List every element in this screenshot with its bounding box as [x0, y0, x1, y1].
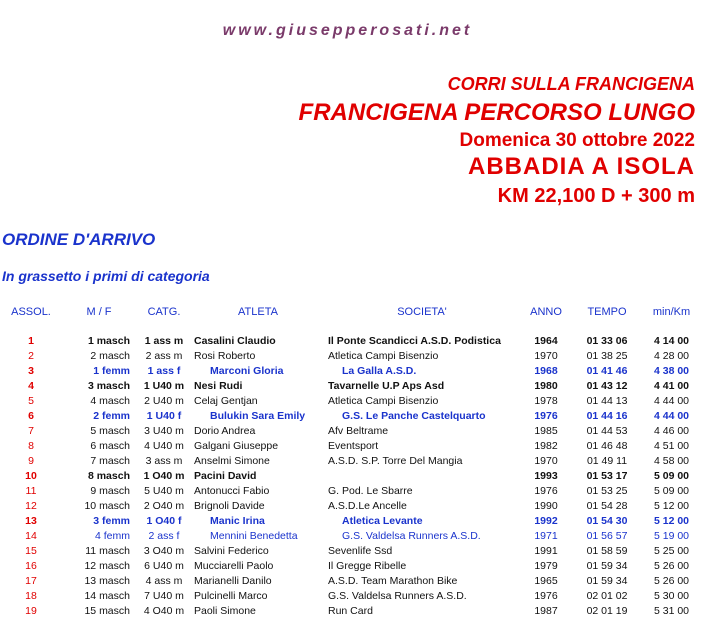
result-club: G. Pod. Le Sbarre — [328, 484, 413, 497]
result-pace: 5 31 00 — [653, 604, 690, 617]
result-year: 1982 — [534, 439, 558, 452]
result-category: 5 U40 m — [144, 484, 184, 497]
result-year: 1971 — [534, 529, 558, 542]
table-row — [0, 363, 701, 378]
result-athlete: Pulcinelli Marco — [194, 589, 268, 602]
table-row — [0, 588, 701, 603]
result-gender-rank: 1 masch — [87, 334, 130, 347]
result-club: La Galla A.S.D. — [342, 364, 417, 377]
result-position: 14 — [25, 529, 37, 542]
result-position: 13 — [25, 514, 37, 527]
result-pace: 5 09 00 — [653, 484, 690, 497]
result-club: Atletica Levante — [342, 514, 423, 527]
result-year: 1976 — [534, 409, 558, 422]
race-distance: KM 22,100 D + 300 m — [497, 185, 695, 207]
results-table — [0, 300, 701, 618]
table-row — [0, 543, 701, 558]
result-gender-rank: 3 masch — [87, 379, 130, 392]
col-header-societa: SOCIETA' — [397, 306, 447, 318]
result-time: 01 41 46 — [586, 364, 628, 377]
result-category: 3 O40 m — [143, 544, 185, 557]
result-year: 1991 — [534, 544, 558, 557]
result-club: Il Ponte Scandicci A.S.D. Podistica — [328, 334, 501, 347]
result-time: 01 54 30 — [586, 514, 628, 527]
result-pace: 4 44 00 — [653, 394, 690, 407]
result-athlete: Anselmi Simone — [194, 454, 270, 467]
result-pace: 5 19 00 — [653, 529, 690, 542]
result-gender-rank: 5 masch — [90, 424, 130, 437]
result-pace: 5 25 00 — [653, 544, 690, 557]
result-category: 1 U40 m — [143, 379, 185, 392]
race-date: Domenica 30 ottobre 2022 — [459, 130, 695, 151]
result-time: 01 44 16 — [586, 409, 628, 422]
result-pace: 5 26 00 — [653, 559, 690, 572]
result-year: 1978 — [534, 394, 558, 407]
result-pace: 5 26 00 — [653, 574, 690, 587]
result-year: 1970 — [534, 454, 558, 467]
result-position: 4 — [28, 379, 34, 392]
result-time: 01 56 57 — [586, 529, 628, 542]
result-time: 01 46 48 — [586, 439, 628, 452]
result-gender-rank: 6 masch — [90, 439, 130, 452]
result-time: 01 59 34 — [586, 559, 628, 572]
result-position: 1 — [28, 334, 34, 347]
result-athlete: Manic Irina — [210, 514, 265, 527]
result-position: 18 — [25, 589, 37, 602]
result-pace: 5 12 00 — [653, 499, 690, 512]
result-time: 01 59 34 — [586, 574, 628, 587]
result-year: 1976 — [534, 484, 558, 497]
result-pace: 5 12 00 — [653, 514, 690, 527]
result-position: 10 — [25, 469, 37, 482]
result-gender-rank: 10 masch — [84, 499, 130, 512]
col-header-assol: ASSOL. — [11, 306, 51, 318]
table-row — [0, 573, 701, 588]
col-header-atleta: ATLETA — [238, 306, 278, 318]
result-club: G.S. Valdelsa Runners A.S.D. — [342, 529, 481, 542]
result-club: A.S.D. S.P. Torre Del Mangia — [328, 454, 463, 467]
result-athlete: Rosi Roberto — [194, 349, 256, 362]
race-location: ABBADIA A ISOLA — [468, 153, 695, 180]
result-position: 6 — [28, 409, 34, 422]
col-header-mf: M / F — [86, 306, 112, 318]
result-position: 7 — [28, 424, 34, 437]
table-row — [0, 513, 701, 528]
result-gender-rank: 8 masch — [87, 469, 130, 482]
col-header-anno: ANNO — [530, 306, 562, 318]
result-time: 01 44 53 — [586, 424, 628, 437]
result-gender-rank: 4 masch — [90, 394, 130, 407]
table-row — [0, 603, 701, 618]
result-club: G.S. Valdelsa Runners A.S.D. — [328, 589, 467, 602]
table-row — [0, 393, 701, 408]
result-pace: 4 58 00 — [653, 454, 690, 467]
result-category: 1 U40 f — [146, 409, 182, 422]
col-header-catg: CATG. — [147, 306, 181, 318]
table-row — [0, 498, 701, 513]
result-club: Run Card — [328, 604, 373, 617]
result-time: 01 53 25 — [586, 484, 628, 497]
result-category: 1 O40 f — [146, 514, 182, 527]
result-gender-rank: 12 masch — [84, 559, 130, 572]
result-gender-rank: 7 masch — [90, 454, 130, 467]
col-header-pace: min/Km — [652, 306, 691, 318]
bold-note: In grassetto i primi di categoria — [2, 268, 210, 284]
result-club: Atletica Campi Bisenzio — [328, 394, 439, 407]
result-club — [324, 468, 520, 483]
result-gender-rank: 9 masch — [90, 484, 130, 497]
result-year: 1987 — [534, 604, 558, 617]
result-year: 1976 — [534, 589, 558, 602]
result-category: 4 U40 m — [144, 439, 184, 452]
result-pace: 4 51 00 — [653, 439, 690, 452]
result-gender-rank: 14 masch — [84, 589, 130, 602]
result-position: 19 — [25, 604, 37, 617]
table-row — [0, 528, 701, 543]
result-club: Tavarnelle U.P Aps Asd — [328, 379, 445, 392]
result-year: 1980 — [534, 379, 558, 392]
result-gender-rank: 13 masch — [84, 574, 130, 587]
result-position: 16 — [25, 559, 37, 572]
result-year: 1979 — [534, 559, 558, 572]
result-gender-rank: 15 masch — [84, 604, 130, 617]
col-header-tempo: TEMPO — [587, 306, 627, 318]
result-athlete: Casalini Claudio — [194, 334, 276, 347]
result-pace: 4 44 00 — [653, 409, 690, 422]
result-category: 3 U40 m — [144, 424, 184, 437]
result-club: Atletica Campi Bisenzio — [328, 349, 439, 362]
result-club: A.S.D. Team Marathon Bike — [328, 574, 458, 587]
result-category: 3 ass m — [145, 454, 183, 467]
result-club: Afv Beltrame — [328, 424, 389, 437]
result-club: G.S. Le Panche Castelquarto — [342, 409, 486, 422]
result-athlete: Brignoli Davide — [194, 499, 265, 512]
result-position: 17 — [25, 574, 37, 587]
table-row — [0, 453, 701, 468]
event-title: CORRI SULLA FRANCIGENA — [447, 74, 695, 94]
result-category: 1 ass f — [147, 364, 181, 377]
result-gender-rank: 1 femm — [93, 364, 130, 377]
result-year: 1992 — [534, 514, 558, 527]
result-pace: 4 14 00 — [653, 334, 690, 347]
result-category: 7 U40 m — [144, 589, 184, 602]
table-row — [0, 378, 701, 393]
result-year: 1990 — [534, 499, 558, 512]
result-position: 15 — [25, 544, 37, 557]
result-gender-rank: 2 femm — [93, 409, 130, 422]
section-title: ORDINE D'ARRIVO — [2, 230, 156, 249]
results-body — [0, 324, 701, 618]
table-row — [0, 333, 701, 348]
result-time: 02 01 02 — [586, 589, 628, 602]
result-gender-rank: 3 femm — [93, 514, 130, 527]
result-position: 3 — [28, 364, 34, 377]
table-row — [0, 438, 701, 453]
result-athlete: Salvini Federico — [194, 544, 269, 557]
result-year: 1964 — [534, 334, 558, 347]
result-category: 2 ass f — [148, 529, 180, 542]
result-time: 01 33 06 — [586, 334, 628, 347]
result-athlete: Marianelli Danilo — [194, 574, 272, 587]
result-athlete: Marconi Gloria — [210, 364, 284, 377]
result-time: 02 01 19 — [586, 604, 628, 617]
result-position: 11 — [25, 484, 37, 497]
result-category: 6 U40 m — [144, 559, 184, 572]
result-club: Eventsport — [328, 439, 379, 452]
result-club: Sevenlife Ssd — [328, 544, 393, 557]
result-pace: 4 28 00 — [653, 349, 690, 362]
site-url[interactable]: www.giusepperosati.net — [222, 22, 473, 39]
result-year: 1970 — [534, 349, 558, 362]
result-time: 01 38 25 — [586, 349, 628, 362]
result-year: 1985 — [534, 424, 558, 437]
result-position: 5 — [28, 394, 34, 407]
result-athlete: Mennini Benedetta — [210, 529, 298, 542]
table-row — [0, 348, 701, 363]
result-category: 2 ass m — [145, 349, 183, 362]
result-athlete: Celaj Gentjan — [194, 394, 258, 407]
result-club: A.S.D.Le Ancelle — [328, 499, 407, 512]
result-time: 01 43 12 — [586, 379, 628, 392]
result-year: 1993 — [534, 469, 558, 482]
table-row — [0, 558, 701, 573]
result-gender-rank: 2 masch — [90, 349, 130, 362]
result-position: 9 — [28, 454, 34, 467]
result-pace: 4 46 00 — [653, 424, 690, 437]
race-title: FRANCIGENA PERCORSO LUNGO — [298, 99, 695, 126]
table-row — [0, 423, 701, 438]
result-athlete: Nesi Rudi — [194, 379, 243, 392]
result-pace: 5 09 00 — [653, 469, 690, 482]
result-category: 2 U40 m — [144, 394, 184, 407]
table-row — [0, 483, 701, 498]
result-time: 01 49 11 — [586, 454, 628, 467]
result-athlete: Dorio Andrea — [194, 424, 256, 437]
table-row — [0, 408, 701, 423]
result-category: 2 O40 m — [143, 499, 185, 512]
result-time: 01 58 59 — [586, 544, 628, 557]
header-row — [0, 300, 701, 324]
result-time: 01 44 13 — [586, 394, 628, 407]
result-athlete: Antonucci Fabio — [194, 484, 270, 497]
result-athlete: Pacini David — [194, 469, 257, 482]
result-category: 4 ass m — [145, 574, 183, 587]
result-year: 1965 — [534, 574, 558, 587]
result-athlete: Mucciarelli Paolo — [194, 559, 274, 572]
result-pace: 4 41 00 — [653, 379, 690, 392]
result-pace: 5 30 00 — [653, 589, 690, 602]
result-time: 01 53 17 — [586, 469, 628, 482]
result-position: 8 — [28, 439, 34, 452]
result-athlete: Galgani Giuseppe — [194, 439, 279, 452]
result-club: Il Gregge Ribelle — [328, 559, 407, 572]
result-gender-rank: 4 femm — [94, 529, 130, 542]
result-category: 1 ass m — [144, 334, 184, 347]
result-category: 1 O40 m — [143, 469, 185, 482]
result-time: 01 54 28 — [586, 499, 628, 512]
result-position: 2 — [28, 349, 34, 362]
result-category: 4 O40 m — [143, 604, 185, 617]
result-position: 12 — [25, 499, 37, 512]
table-row — [0, 468, 701, 483]
result-year: 1968 — [534, 364, 558, 377]
result-gender-rank: 11 masch — [85, 544, 130, 557]
result-athlete: Bulukin Sara Emily — [210, 409, 306, 422]
result-athlete: Paoli Simone — [194, 604, 256, 617]
result-pace: 4 38 00 — [653, 364, 690, 377]
